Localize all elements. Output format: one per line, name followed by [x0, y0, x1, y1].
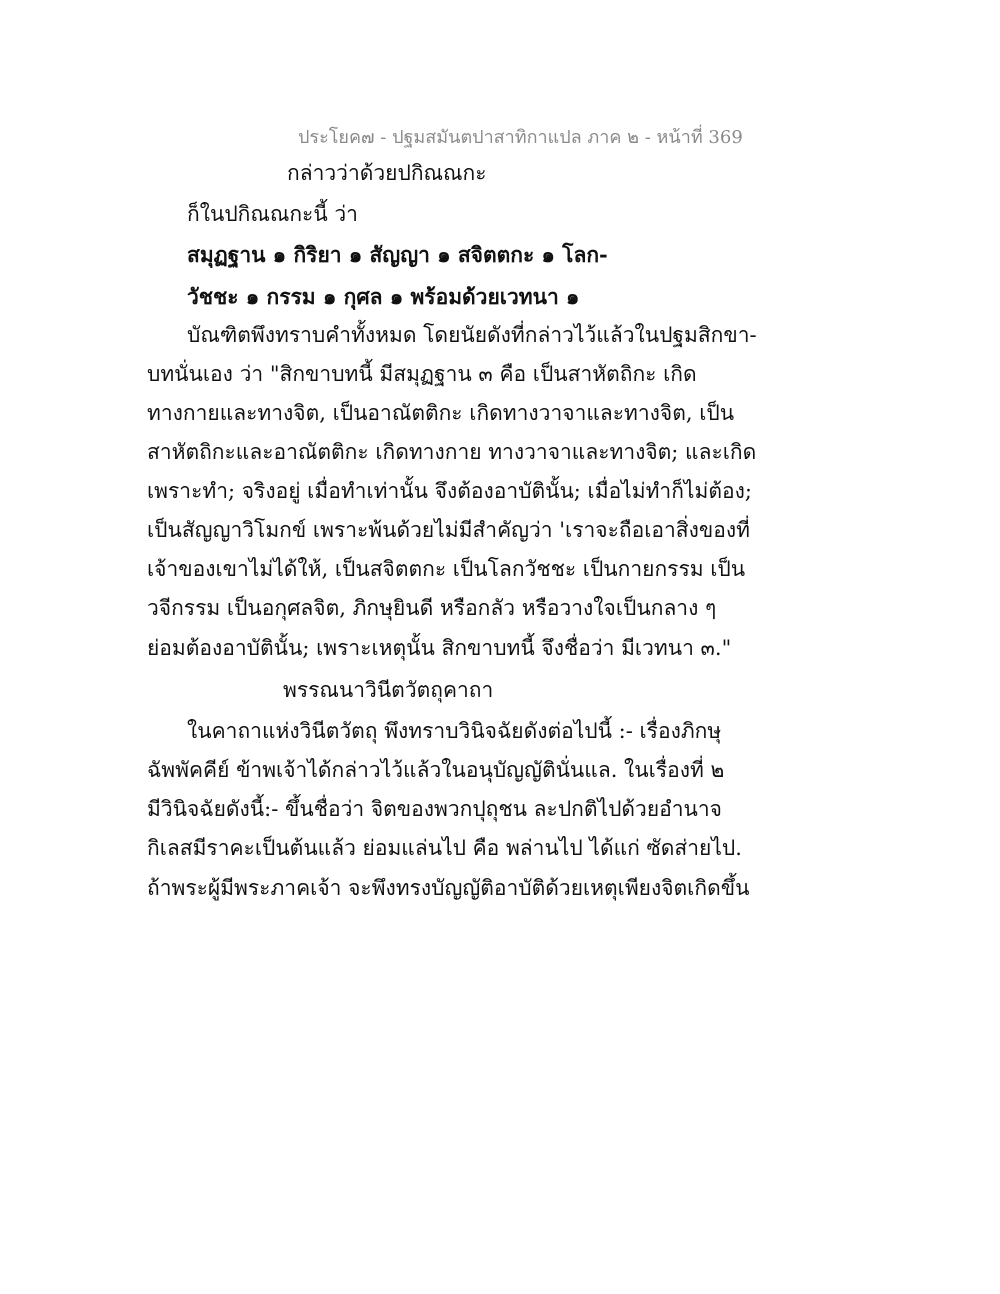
- paragraph-line: เจ้าของเขาไม่ได้ให้, เป็นสจิตตกะ เป็นโลกวัชชะ เป็นกายกรรม เป็น: [147, 557, 746, 581]
- paragraph-line: ในคาถาแห่งวินีตวัตถุ พึงทราบวินิจฉัยดังต่อไปนี้ :- เรื่องภิกษุ: [187, 719, 722, 743]
- paragraph-line: ถ้าพระผู้มีพระภาคเจ้า จะพึงทรงบัญญัติอาบัติด้วยเหตุเพียงจิตเกิดขึ้น: [147, 876, 750, 900]
- intro-line: ก็ในปกิณณกะนี้ ว่า: [187, 202, 358, 226]
- section-heading: กล่าวว่าด้วยปกิณณกะ: [287, 161, 487, 185]
- paragraph-line: บทนั่นเอง ว่า "สิกขาบทนี้ มีสมุฏฐาน ๓ คือ เป็นสาหัตถิกะ เกิด: [147, 362, 697, 386]
- verse-line: สมุฏฐาน ๑ กิริยา ๑ สัญญา ๑ สจิตตกะ ๑ โลก-: [187, 242, 608, 267]
- paragraph-line: กิเลสมีราคะเป็นต้นแล้ว ย่อมแล่นไป คือ พล่านไป ได้แก่ ซัดส่ายไป.: [147, 836, 742, 860]
- paragraph-line: เป็นสัญญาวิโมกข์ เพราะพ้นด้วยไม่มีสำคัญว่า 'เราจะถือเอาสิ่งของที่: [147, 518, 750, 542]
- paragraph-line: สาหัตถิกะและอาณัตติกะ เกิดทางกาย ทางวาจาและทางจิต; และเกิด: [147, 440, 757, 464]
- running-header-text: ประโยค๗ - ปฐมสมันตปาสาทิกาแปล ภาค ๒ - หน้าที่ 369: [298, 127, 743, 148]
- paragraph-line: มีวินิจฉัยดังนี้:- ขึ้นชื่อว่า จิตของพวกปุถุชน ละปกติไปด้วยอำนาจ: [147, 797, 722, 821]
- paragraph-line: ฉัพพัคคีย์ ข้าพเจ้าได้กล่าวไว้แล้วในอนุบัญญัตินั่นแล. ในเรื่องที่ ๒: [147, 758, 725, 782]
- paragraph-line: เพราะทำ; จริงอยู่ เมื่อทำเท่านั้น จึงต้องอาบัตินั้น; เมื่อไม่ทำก็ไม่ต้อง;: [147, 479, 752, 503]
- paragraph-line: ทางกายและทางจิต, เป็นอาณัตติกะ เกิดทางวาจาและทางจิต, เป็น: [147, 401, 735, 425]
- section-heading: พรรณนาวินีตวัตถุคาถา: [283, 678, 494, 702]
- paragraph-line: ย่อมต้องอาบัตินั้น; เพราะเหตุนั้น สิกขาบทนี้ จึงชื่อว่า มีเวทนา ๓.": [147, 636, 732, 660]
- verse-line: วัชชะ ๑ กรรม ๑ กุศล ๑ พร้อมด้วยเวทนา ๑: [187, 284, 580, 309]
- paragraph-line: บัณฑิตพึงทราบคำทั้งหมด โดยนัยดังที่กล่าวไว้แล้วในปฐมสิกขา-: [187, 323, 757, 347]
- paragraph-line: วจีกรรม เป็นอกุศลจิต, ภิกษุยินดี หรือกลัว หรือวางใจเป็นกลาง ๆ: [147, 596, 717, 620]
